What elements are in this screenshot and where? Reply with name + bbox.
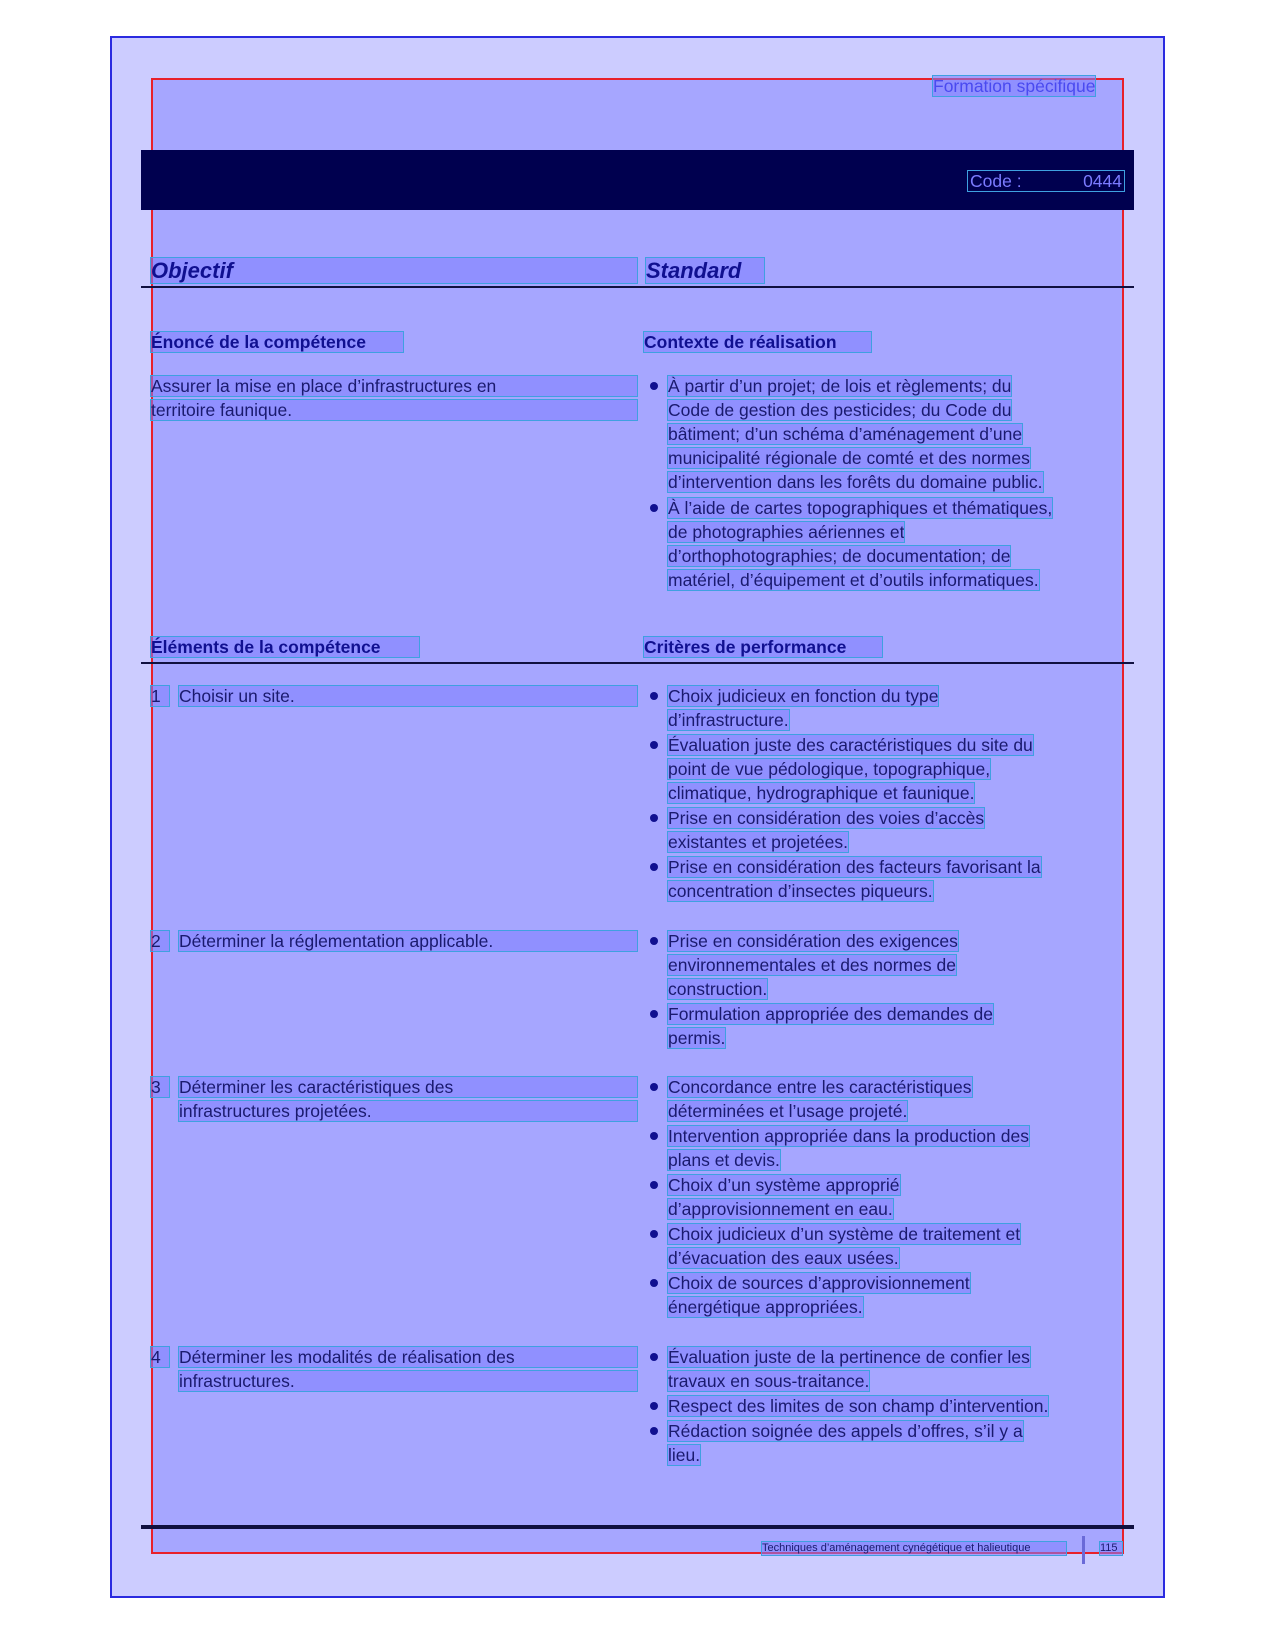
element-line: infrastructures.	[179, 1371, 637, 1391]
bullet-icon	[650, 1132, 658, 1140]
criterion-line: plans et devis.	[668, 1150, 780, 1170]
criterion-line: énergétique appropriées.	[668, 1297, 863, 1317]
bullet-icon	[650, 1279, 658, 1287]
bullet-icon	[650, 1181, 658, 1189]
criterion-line: Prise en considération des voies d’accès	[668, 808, 985, 828]
bullet-icon	[650, 1402, 658, 1410]
element-line: infrastructures projetées.	[179, 1101, 637, 1121]
enonce-line: Assurer la mise en place d’infrastructures en	[151, 376, 637, 396]
code-box	[968, 171, 1124, 191]
element-number: 2	[151, 931, 169, 951]
criterion-line: d’infrastructure.	[668, 710, 789, 730]
criterion-line: climatique, hydrographique et faunique.	[668, 783, 975, 803]
element-number: 1	[151, 686, 169, 706]
bullet-icon	[650, 504, 658, 512]
criterion-line: Choix de sources d’approvisionnement	[668, 1273, 970, 1293]
criterion-line: concentration d’insectes piqueurs.	[668, 881, 933, 901]
criterion-line: déterminées et l’usage projeté.	[668, 1101, 908, 1121]
criterion-line: construction.	[668, 979, 768, 999]
element-line: Choisir un site.	[179, 686, 637, 706]
heading-contexte: Contexte de réalisation	[644, 332, 871, 352]
code-label: Code :	[970, 171, 1022, 191]
contexte-line: À l’aide de cartes topographiques et thématiques,	[668, 498, 1053, 518]
criterion-line: Évaluation juste de la pertinence de confier les	[668, 1347, 1030, 1367]
bullet-icon	[650, 1010, 658, 1018]
criterion-line: d’approvisionnement en eau.	[668, 1199, 893, 1219]
criterion-line: Choix judicieux d’un système de traitement et	[668, 1224, 1021, 1244]
contexte-line: municipalité régionale de comté et des normes	[668, 448, 1030, 468]
criterion-line: Respect des limites de son champ d’intervention.	[668, 1396, 1049, 1416]
contexte-line: À partir d’un projet; de lois et règlements; du	[668, 376, 1012, 396]
criterion-line: Choix d’un système approprié	[668, 1175, 900, 1195]
bullet-icon	[650, 937, 658, 945]
criterion-line: Prise en considération des facteurs favorisant la	[668, 857, 1041, 877]
divider-elements	[141, 662, 1134, 664]
bullet-icon	[650, 382, 658, 390]
heading-criteres: Critères de performance	[644, 637, 882, 657]
divider-top	[141, 286, 1134, 288]
criterion-line: Choix judicieux en fonction du type	[668, 686, 939, 706]
criterion-line: permis.	[668, 1028, 726, 1048]
contexte-line: matériel, d’équipement et d’outils informatiques.	[668, 570, 1039, 590]
criterion-line: lieu.	[668, 1445, 701, 1465]
criterion-line: Intervention appropriée dans la production des	[668, 1126, 1029, 1146]
contexte-line: d’orthophotographies; de documentation; de	[668, 546, 1011, 566]
criterion-line: travaux en sous-traitance.	[668, 1371, 870, 1391]
code-value: 0444	[1083, 171, 1122, 191]
heading-elements: Éléments de la compétence	[151, 637, 419, 657]
element-line: Déterminer les caractéristiques des	[179, 1077, 637, 1097]
footer-page-number: 115	[1100, 1542, 1122, 1555]
criterion-line: existantes et projetées.	[668, 832, 848, 852]
bullet-icon	[650, 1083, 658, 1091]
bullet-icon	[650, 1353, 658, 1361]
contexte-line: Code de gestion des pesticides; du Code du	[668, 400, 1012, 420]
bullet-icon	[650, 814, 658, 822]
bullet-icon	[650, 1427, 658, 1435]
bullet-icon	[650, 692, 658, 700]
element-number: 3	[151, 1077, 169, 1097]
divider-footer	[141, 1525, 1134, 1529]
criterion-line: Prise en considération des exigences	[668, 931, 958, 951]
footer-program: Techniques d’aménagement cynégétique et halieutique	[762, 1542, 1066, 1555]
bullet-icon	[650, 1230, 658, 1238]
element-number: 4	[151, 1347, 169, 1367]
criterion-line: d’évacuation des eaux usées.	[668, 1248, 899, 1268]
criterion-line: Évaluation juste des caractéristiques du site du	[668, 735, 1033, 755]
element-line: Déterminer la réglementation applicable.	[179, 931, 637, 951]
contexte-line: d’intervention dans les forêts du domaine public.	[668, 472, 1043, 492]
contexte-line: bâtiment; d’un schéma d’aménagement d’une	[668, 424, 1023, 444]
bullet-icon	[650, 741, 658, 749]
criterion-line: Concordance entre les caractéristiques	[668, 1077, 972, 1097]
contexte-line: de photographies aériennes et	[668, 522, 905, 542]
criterion-line: environnementales et des normes de	[668, 955, 956, 975]
section-standard: Standard	[646, 258, 764, 283]
element-line: Déterminer les modalités de réalisation des	[179, 1347, 637, 1367]
bullet-icon	[650, 863, 658, 871]
section-objectif: Objectif	[151, 258, 637, 283]
criterion-line: Rédaction soignée des appels d’offres, s’il y a	[668, 1421, 1023, 1441]
criterion-line: Formulation appropriée des demandes de	[668, 1004, 993, 1024]
criterion-line: point de vue pédologique, topographique,	[668, 759, 991, 779]
footer-separator	[1082, 1536, 1085, 1564]
heading-enonce: Énoncé de la compétence	[151, 332, 403, 352]
header-formation-label: Formation spécifique	[933, 76, 1096, 96]
enonce-line: territoire faunique.	[151, 400, 637, 420]
